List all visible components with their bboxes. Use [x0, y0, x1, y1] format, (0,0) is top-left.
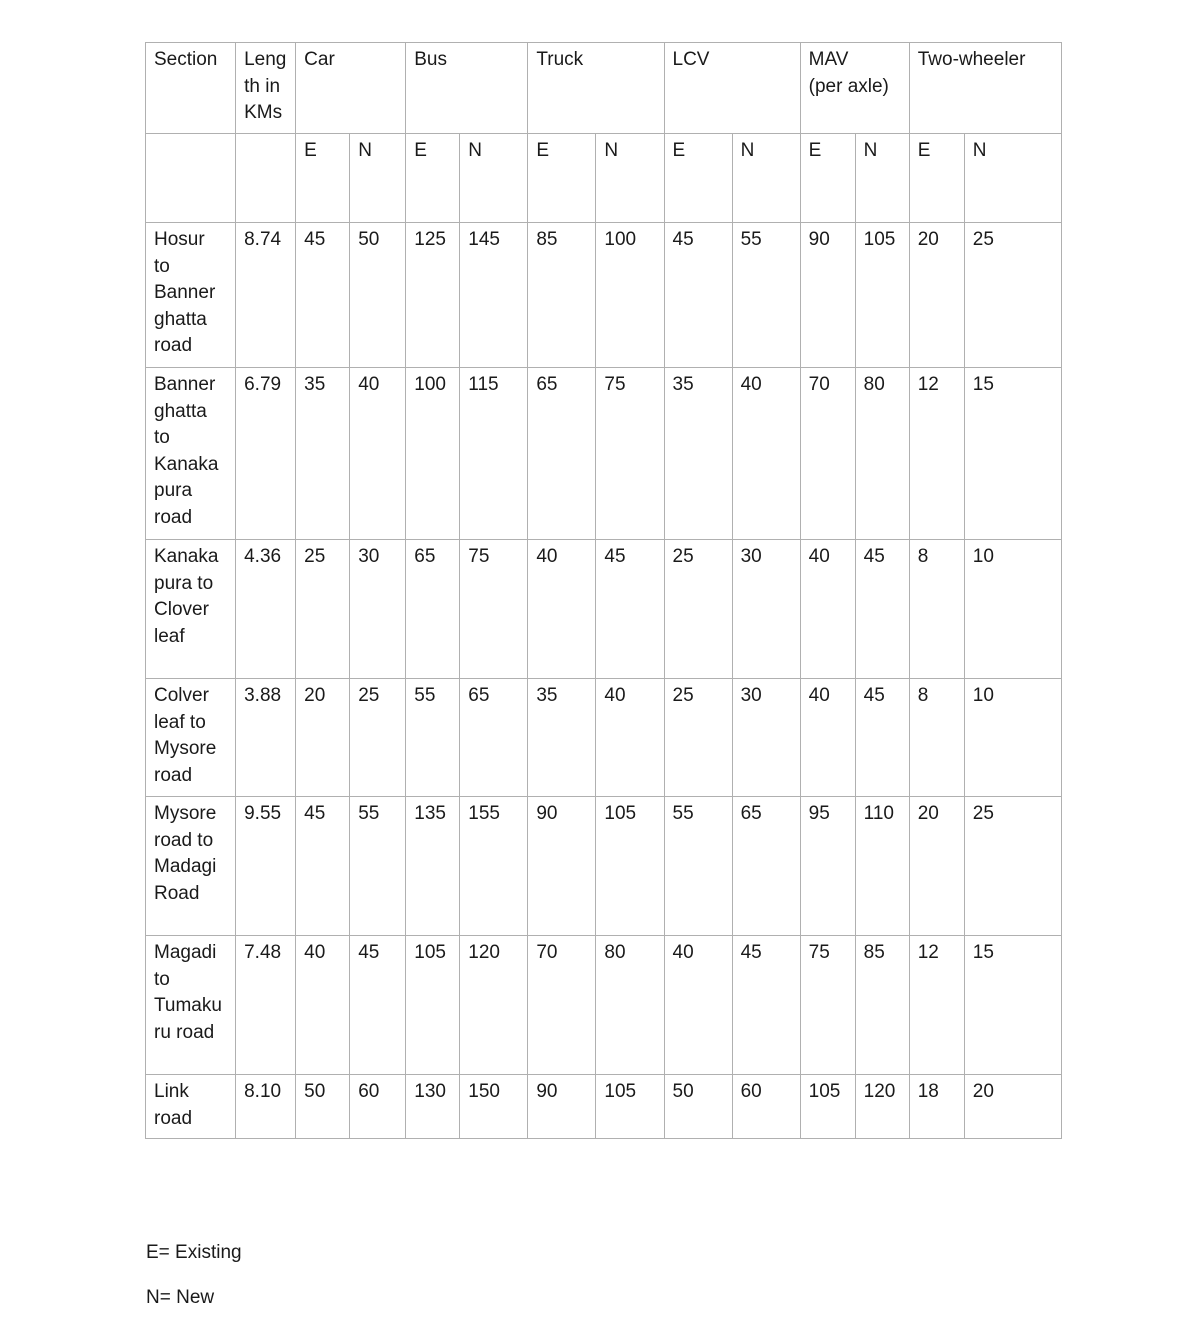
table-header-row	[146, 43, 1062, 134]
header-bus: Bus	[406, 43, 528, 134]
rate-cell: 60	[732, 1075, 800, 1139]
section-name: Mysore road to Madagi Road	[146, 797, 236, 936]
rate-cell: 45	[855, 540, 909, 679]
subheader-cell: N	[460, 134, 528, 223]
rate-cell: 55	[664, 797, 732, 936]
rate-cell: 35	[528, 679, 596, 797]
toll-rate-table	[145, 42, 1062, 1139]
rate-cell: 105	[596, 1075, 664, 1139]
subheader-cell: E	[406, 134, 460, 223]
section-length: 9.55	[236, 797, 296, 936]
header-two-wheeler: Two-wheeler	[909, 43, 1061, 134]
rate-cell: 40	[800, 679, 855, 797]
rate-cell: 40	[800, 540, 855, 679]
subheader-cell: E	[528, 134, 596, 223]
subheader-blank	[146, 134, 236, 223]
rate-cell: 40	[350, 368, 406, 540]
table-subheader-row	[146, 134, 1062, 223]
rate-cell: 40	[732, 368, 800, 540]
rate-cell: 65	[528, 368, 596, 540]
rate-cell: 125	[406, 223, 460, 368]
rate-cell: 15	[964, 936, 1061, 1075]
rate-cell: 12	[909, 936, 964, 1075]
rate-cell: 55	[350, 797, 406, 936]
rate-cell: 115	[460, 368, 528, 540]
rate-cell: 20	[964, 1075, 1061, 1139]
subheader-cell: N	[350, 134, 406, 223]
section-name: Colver leaf to Mysore road	[146, 679, 236, 797]
rate-cell: 105	[596, 797, 664, 936]
header-lcv: LCV	[664, 43, 800, 134]
rate-cell: 45	[350, 936, 406, 1075]
rate-cell: 95	[800, 797, 855, 936]
rate-cell: 55	[732, 223, 800, 368]
rate-cell: 25	[350, 679, 406, 797]
rate-cell: 12	[909, 368, 964, 540]
rate-cell: 105	[406, 936, 460, 1075]
header-mav: MAV (per axle)	[800, 43, 909, 134]
rate-cell: 70	[528, 936, 596, 1075]
rate-cell: 25	[664, 540, 732, 679]
table-row	[146, 540, 1062, 679]
section-name: Link road	[146, 1075, 236, 1139]
header-section: Section	[146, 43, 236, 134]
section-name: Magadi to Tumaku ru road	[146, 936, 236, 1075]
rate-cell: 35	[664, 368, 732, 540]
header-length: Leng th in KMs	[236, 43, 296, 134]
subheader-blank	[236, 134, 296, 223]
rate-cell: 75	[596, 368, 664, 540]
rate-cell: 30	[732, 679, 800, 797]
legend-new: N= New	[146, 1287, 215, 1308]
rate-cell: 45	[732, 936, 800, 1075]
rate-cell: 15	[964, 368, 1061, 540]
rate-cell: 65	[406, 540, 460, 679]
rate-cell: 45	[855, 679, 909, 797]
section-name: Banner ghatta to Kanaka pura road	[146, 368, 236, 540]
legend-existing: E= Existing	[146, 1242, 242, 1263]
rate-cell: 25	[664, 679, 732, 797]
rate-cell: 45	[296, 223, 350, 368]
table-row	[146, 679, 1062, 797]
subheader-cell: E	[800, 134, 855, 223]
rate-cell: 90	[800, 223, 855, 368]
rate-cell: 90	[528, 1075, 596, 1139]
rate-cell: 145	[460, 223, 528, 368]
rate-cell: 30	[350, 540, 406, 679]
rate-cell: 150	[460, 1075, 528, 1139]
rate-cell: 45	[596, 540, 664, 679]
rate-cell: 50	[296, 1075, 350, 1139]
table-row	[146, 797, 1062, 936]
rate-cell: 50	[350, 223, 406, 368]
rate-cell: 60	[350, 1075, 406, 1139]
rate-cell: 40	[664, 936, 732, 1075]
subheader-cell: N	[964, 134, 1061, 223]
rate-cell: 20	[296, 679, 350, 797]
rate-cell: 50	[664, 1075, 732, 1139]
rate-cell: 100	[596, 223, 664, 368]
subheader-cell: N	[855, 134, 909, 223]
rate-cell: 40	[596, 679, 664, 797]
rate-cell: 80	[855, 368, 909, 540]
rate-cell: 65	[732, 797, 800, 936]
rate-cell: 65	[460, 679, 528, 797]
rate-cell: 135	[406, 797, 460, 936]
subheader-cell: E	[296, 134, 350, 223]
rate-cell: 18	[909, 1075, 964, 1139]
table-row	[146, 936, 1062, 1075]
rate-cell: 105	[855, 223, 909, 368]
section-length: 4.36	[236, 540, 296, 679]
rate-cell: 40	[528, 540, 596, 679]
rate-cell: 130	[406, 1075, 460, 1139]
rate-cell: 40	[296, 936, 350, 1075]
subheader-cell: N	[732, 134, 800, 223]
rate-cell: 30	[732, 540, 800, 679]
rate-cell: 55	[406, 679, 460, 797]
section-length: 7.48	[236, 936, 296, 1075]
rate-cell: 10	[964, 540, 1061, 679]
rate-cell: 155	[460, 797, 528, 936]
header-car: Car	[296, 43, 406, 134]
section-length: 8.74	[236, 223, 296, 368]
rate-cell: 35	[296, 368, 350, 540]
subheader-cell: N	[596, 134, 664, 223]
section-length: 8.10	[236, 1075, 296, 1139]
rate-cell: 110	[855, 797, 909, 936]
rate-cell: 75	[460, 540, 528, 679]
rate-cell: 20	[909, 797, 964, 936]
section-length: 3.88	[236, 679, 296, 797]
table-row	[146, 1075, 1062, 1139]
rate-cell: 105	[800, 1075, 855, 1139]
rate-cell: 100	[406, 368, 460, 540]
subheader-cell: E	[664, 134, 732, 223]
section-length: 6.79	[236, 368, 296, 540]
rate-cell: 120	[855, 1075, 909, 1139]
rate-cell: 25	[964, 797, 1061, 936]
rate-cell: 85	[855, 936, 909, 1075]
rate-cell: 80	[596, 936, 664, 1075]
rate-cell: 45	[296, 797, 350, 936]
rate-cell: 25	[964, 223, 1061, 368]
table-row	[146, 368, 1062, 540]
rate-cell: 20	[909, 223, 964, 368]
rate-cell: 10	[964, 679, 1061, 797]
header-truck: Truck	[528, 43, 664, 134]
section-name: Kanaka pura to Clover leaf	[146, 540, 236, 679]
table-row	[146, 223, 1062, 368]
section-name: Hosur to Banner ghatta road	[146, 223, 236, 368]
subheader-cell: E	[909, 134, 964, 223]
rate-cell: 8	[909, 679, 964, 797]
rate-cell: 85	[528, 223, 596, 368]
rate-cell: 90	[528, 797, 596, 936]
rate-cell: 75	[800, 936, 855, 1075]
rate-cell: 8	[909, 540, 964, 679]
rate-cell: 45	[664, 223, 732, 368]
rate-cell: 25	[296, 540, 350, 679]
rate-cell: 120	[460, 936, 528, 1075]
rate-cell: 70	[800, 368, 855, 540]
